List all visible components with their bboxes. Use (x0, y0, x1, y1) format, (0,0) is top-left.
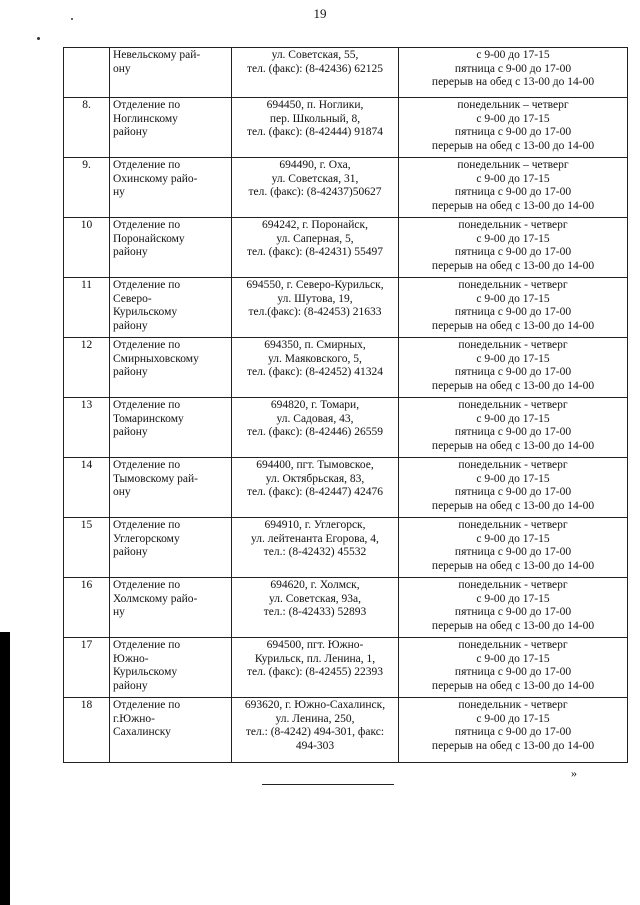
working-hours-line: пятница с 9-00 до 17-00 (454, 366, 572, 378)
row-number: 17 (64, 638, 110, 698)
address-line: тел. (факс): (8-42455) 22393 (247, 666, 383, 678)
address-line: пер. Школьный, 8, (269, 112, 361, 125)
working-hours-line: перерыв на обед с 13-00 до 14-00 (431, 76, 595, 88)
working-hours-line: перерыв на обед с 13-00 до 14-00 (431, 379, 595, 392)
office-name-line: району (113, 546, 148, 558)
working-hours-line: с 9-00 до 17-15 (476, 49, 550, 61)
working-hours-line: перерыв на обед с 13-00 до 14-00 (431, 319, 595, 332)
bottom-rule (262, 784, 394, 785)
address-cell (232, 278, 399, 338)
address-line: тел. (факс): (8-42436) 62125 (247, 62, 383, 75)
address-line: тел.: (8-4242) 494-301, факс: (245, 726, 385, 738)
address-line: ул. Шутова, 19, (277, 292, 353, 305)
table-row (64, 278, 628, 338)
address-line: 694350, п. Смирных, (264, 339, 366, 351)
office-name-line: Смирныховскому (113, 352, 199, 365)
address-line: 694620, г. Холмск, (270, 579, 360, 591)
page-number: 19 (313, 6, 327, 21)
address-cell (232, 458, 399, 518)
address-line: 494-303 (295, 739, 335, 752)
working-hours-line: с 9-00 до 17-15 (476, 352, 550, 365)
address-line: 693620, г. Южно-Сахалинск, (244, 699, 386, 711)
working-hours-line: понедельник - четверг (458, 279, 568, 291)
address-cell (232, 158, 399, 218)
office-name-line: Отделение по (113, 159, 181, 171)
scan-speck (37, 37, 40, 40)
working-hours-line: перерыв на обед с 13-00 до 14-00 (431, 499, 595, 512)
office-name-line: Северо- (113, 292, 152, 305)
working-hours-line: пятница с 9-00 до 17-00 (454, 126, 572, 138)
working-hours-line: пятница с 9-00 до 17-00 (454, 726, 572, 738)
address-line: тел. (факс): (8-42431) 55497 (247, 246, 383, 258)
address-line: Курильск, пл. Ленина, 1, (254, 652, 376, 665)
office-name-line: Южно- (113, 652, 149, 665)
table-row (64, 48, 628, 98)
office-name-line: Ноглинскому (113, 112, 178, 125)
address-line: ул. Саперная, 5, (276, 232, 354, 245)
address-line: 694910, г. Углегорск, (264, 519, 366, 531)
address-line: ул. лейтенанта Егорова, 4, (251, 532, 379, 545)
office-name-cell (110, 638, 232, 698)
office-name-line: Отделение по (113, 459, 181, 471)
office-name-cell (110, 218, 232, 278)
office-name-line: ону (113, 62, 131, 75)
office-name-line: району (113, 426, 148, 438)
working-hours-cell (399, 338, 628, 398)
table-row (64, 578, 628, 638)
scan-edge-bar (0, 632, 10, 905)
address-line: тел.: (8-42433) 52893 (263, 606, 367, 618)
table-row (64, 518, 628, 578)
table-row (64, 638, 628, 698)
working-hours-cell (399, 158, 628, 218)
address-line: тел.: (8-42432) 45532 (263, 546, 367, 558)
working-hours-line: понедельник - четверг (458, 579, 568, 591)
table-row (64, 218, 628, 278)
address-line: ул. Маяковского, 5, (268, 352, 362, 365)
office-name-line: Курильскому (113, 306, 178, 318)
address-line: 694820, г. Томари, (270, 399, 360, 411)
working-hours-line: понедельник - четверг (458, 519, 568, 531)
working-hours-line: с 9-00 до 17-15 (476, 652, 550, 665)
working-hours-line: пятница с 9-00 до 17-00 (454, 246, 572, 258)
row-number: 18 (64, 698, 110, 763)
row-number: 13 (64, 398, 110, 458)
office-name-line: району (113, 366, 148, 378)
working-hours-line: с 9-00 до 17-15 (476, 292, 550, 305)
working-hours-cell (399, 578, 628, 638)
address-line: тел. (факс): (8-42437)50627 (248, 186, 382, 198)
office-name-cell (110, 458, 232, 518)
working-hours-line: понедельник - четверг (458, 459, 568, 471)
row-number: 15 (64, 518, 110, 578)
working-hours-cell (399, 518, 628, 578)
row-number: 12 (64, 338, 110, 398)
office-name-line: Отделение по (113, 519, 181, 531)
office-name-line: Отделение по (113, 219, 181, 231)
working-hours-line: понедельник - четверг (458, 219, 568, 231)
address-line: ул. Ленина, 250, (275, 712, 355, 725)
address-cell (232, 698, 399, 763)
office-name-line: г.Южно- (113, 712, 155, 725)
office-name-cell (110, 578, 232, 638)
office-name-line: Томаринскому (113, 412, 184, 425)
office-name-line: Курильскому (113, 666, 178, 678)
office-name-cell (110, 158, 232, 218)
office-name-cell (110, 278, 232, 338)
office-name-line: району (113, 319, 148, 332)
working-hours-line: перерыв на обед с 13-00 до 14-00 (431, 199, 595, 212)
table-row (64, 398, 628, 458)
working-hours-cell (399, 458, 628, 518)
office-name-line: Углегорскому (113, 532, 180, 545)
office-name-line: Отделение по (113, 579, 181, 591)
working-hours-line: с 9-00 до 17-15 (476, 172, 550, 185)
address-cell (232, 48, 399, 98)
address-line: ул. Советская, 55, (271, 49, 359, 61)
working-hours-line: пятница с 9-00 до 17-00 (454, 306, 572, 318)
address-cell (232, 398, 399, 458)
working-hours-line: с 9-00 до 17-15 (476, 232, 550, 245)
office-name-line: Отделение по (113, 99, 181, 111)
working-hours-line: понедельник – четверг (457, 159, 569, 171)
working-hours-line: пятница с 9-00 до 17-00 (454, 666, 572, 678)
address-line: ул. Октябрьская, 83, (265, 472, 365, 485)
address-line: 694500, пгт. Южно- (266, 639, 364, 651)
address-line: ул. Советская, 93а, (269, 592, 361, 605)
office-name-cell (110, 98, 232, 158)
working-hours-line: понедельник - четверг (458, 399, 568, 411)
address-line: 694242, г. Поронайск, (262, 219, 368, 231)
working-hours-cell (399, 698, 628, 763)
address-cell (232, 578, 399, 638)
office-name-line: Отделение по (113, 279, 181, 291)
row-number: 16 (64, 578, 110, 638)
address-cell (232, 638, 399, 698)
working-hours-line: перерыв на обед с 13-00 до 14-00 (431, 679, 595, 692)
office-name-line: ну (113, 186, 125, 198)
working-hours-line: пятница с 9-00 до 17-00 (454, 546, 572, 558)
office-name-line: Тымовскому рай- (113, 472, 198, 485)
address-line: тел.(факс): (8-42453) 21633 (248, 306, 382, 318)
table-row (64, 158, 628, 218)
working-hours-cell (399, 278, 628, 338)
address-cell (232, 338, 399, 398)
table-body (64, 48, 628, 763)
working-hours-line: пятница с 9-00 до 17-00 (454, 606, 572, 618)
office-name-line: району (113, 126, 148, 138)
address-line: 694400, пгт. Тымовское, (256, 459, 374, 471)
closing-quote-mark: » (571, 766, 577, 780)
row-number: 10 (64, 218, 110, 278)
row-number: 14 (64, 458, 110, 518)
working-hours-line: понедельник - четверг (458, 339, 568, 351)
working-hours-line: с 9-00 до 17-15 (476, 712, 550, 725)
address-line: ул. Советская, 31, (271, 172, 359, 185)
row-number: 9. (64, 158, 110, 218)
working-hours-line: с 9-00 до 17-15 (476, 412, 550, 425)
working-hours-line: понедельник – четверг (457, 99, 569, 111)
working-hours-line: с 9-00 до 17-15 (476, 592, 550, 605)
office-name-line: Холмскому райо- (113, 592, 198, 605)
office-name-line: району (113, 679, 148, 692)
working-hours-cell (399, 398, 628, 458)
office-name-cell (110, 398, 232, 458)
address-line: тел. (факс): (8-42446) 26559 (247, 426, 383, 438)
working-hours-line: перерыв на обед с 13-00 до 14-00 (431, 619, 595, 632)
working-hours-line: перерыв на обед с 13-00 до 14-00 (431, 559, 595, 572)
working-hours-line: пятница с 9-00 до 17-00 (454, 186, 572, 198)
office-name-line: ону (113, 486, 131, 498)
office-name-line: Невельскому рай- (113, 49, 201, 61)
working-hours-cell (399, 218, 628, 278)
working-hours-cell (399, 638, 628, 698)
office-name-line: Сахалинску (113, 726, 171, 738)
working-hours-line: перерыв на обед с 13-00 до 14-00 (431, 259, 595, 272)
row-number (64, 48, 110, 98)
working-hours-line: перерыв на обед с 13-00 до 14-00 (431, 139, 595, 152)
address-cell (232, 98, 399, 158)
working-hours-line: с 9-00 до 17-15 (476, 472, 550, 485)
working-hours-cell (399, 48, 628, 98)
address-line: тел. (факс): (8-42452) 41324 (247, 366, 383, 378)
working-hours-line: понедельник - четверг (458, 639, 568, 651)
working-hours-line: пятница с 9-00 до 17-00 (454, 62, 572, 75)
office-name-line: Отделение по (113, 699, 181, 711)
address-line: 694490, г. Оха, (279, 159, 351, 171)
address-line: тел. (факс): (8-42444) 91874 (247, 126, 383, 138)
working-hours-line: пятница с 9-00 до 17-00 (454, 486, 572, 498)
office-name-line: Отделение по (113, 639, 181, 651)
address-cell (232, 518, 399, 578)
office-name-cell (110, 338, 232, 398)
table-row (64, 98, 628, 158)
address-cell (232, 218, 399, 278)
working-hours-line: пятница с 9-00 до 17-00 (454, 426, 572, 438)
offices-schedule-table (63, 47, 628, 763)
table-row (64, 458, 628, 518)
working-hours-line: с 9-00 до 17-15 (476, 112, 550, 125)
office-name-line: ну (113, 606, 125, 618)
working-hours-line: перерыв на обед с 13-00 до 14-00 (431, 739, 595, 752)
table-row (64, 338, 628, 398)
working-hours-cell (399, 98, 628, 158)
working-hours-line: понедельник - четверг (458, 699, 568, 711)
row-number: 11 (64, 278, 110, 338)
working-hours-line: перерыв на обед с 13-00 до 14-00 (431, 439, 595, 452)
address-line: тел. (факс): (8-42447) 42476 (247, 486, 383, 498)
office-name-line: Отделение по (113, 339, 181, 351)
office-name-cell (110, 48, 232, 98)
office-name-cell (110, 698, 232, 763)
address-line: 694550, г. Северо-Курильск, (246, 279, 384, 291)
table-row (64, 698, 628, 763)
office-name-line: району (113, 246, 148, 258)
row-number: 8. (64, 98, 110, 158)
office-name-line: Отделение по (113, 399, 181, 411)
address-line: ул. Садовая, 43, (276, 412, 354, 425)
office-name-line: Поронайскому (113, 232, 185, 245)
office-name-line: Охинскому райо- (113, 172, 198, 185)
working-hours-line: с 9-00 до 17-15 (476, 532, 550, 545)
office-name-cell (110, 518, 232, 578)
address-line: 694450, п. Ноглики, (266, 99, 364, 111)
